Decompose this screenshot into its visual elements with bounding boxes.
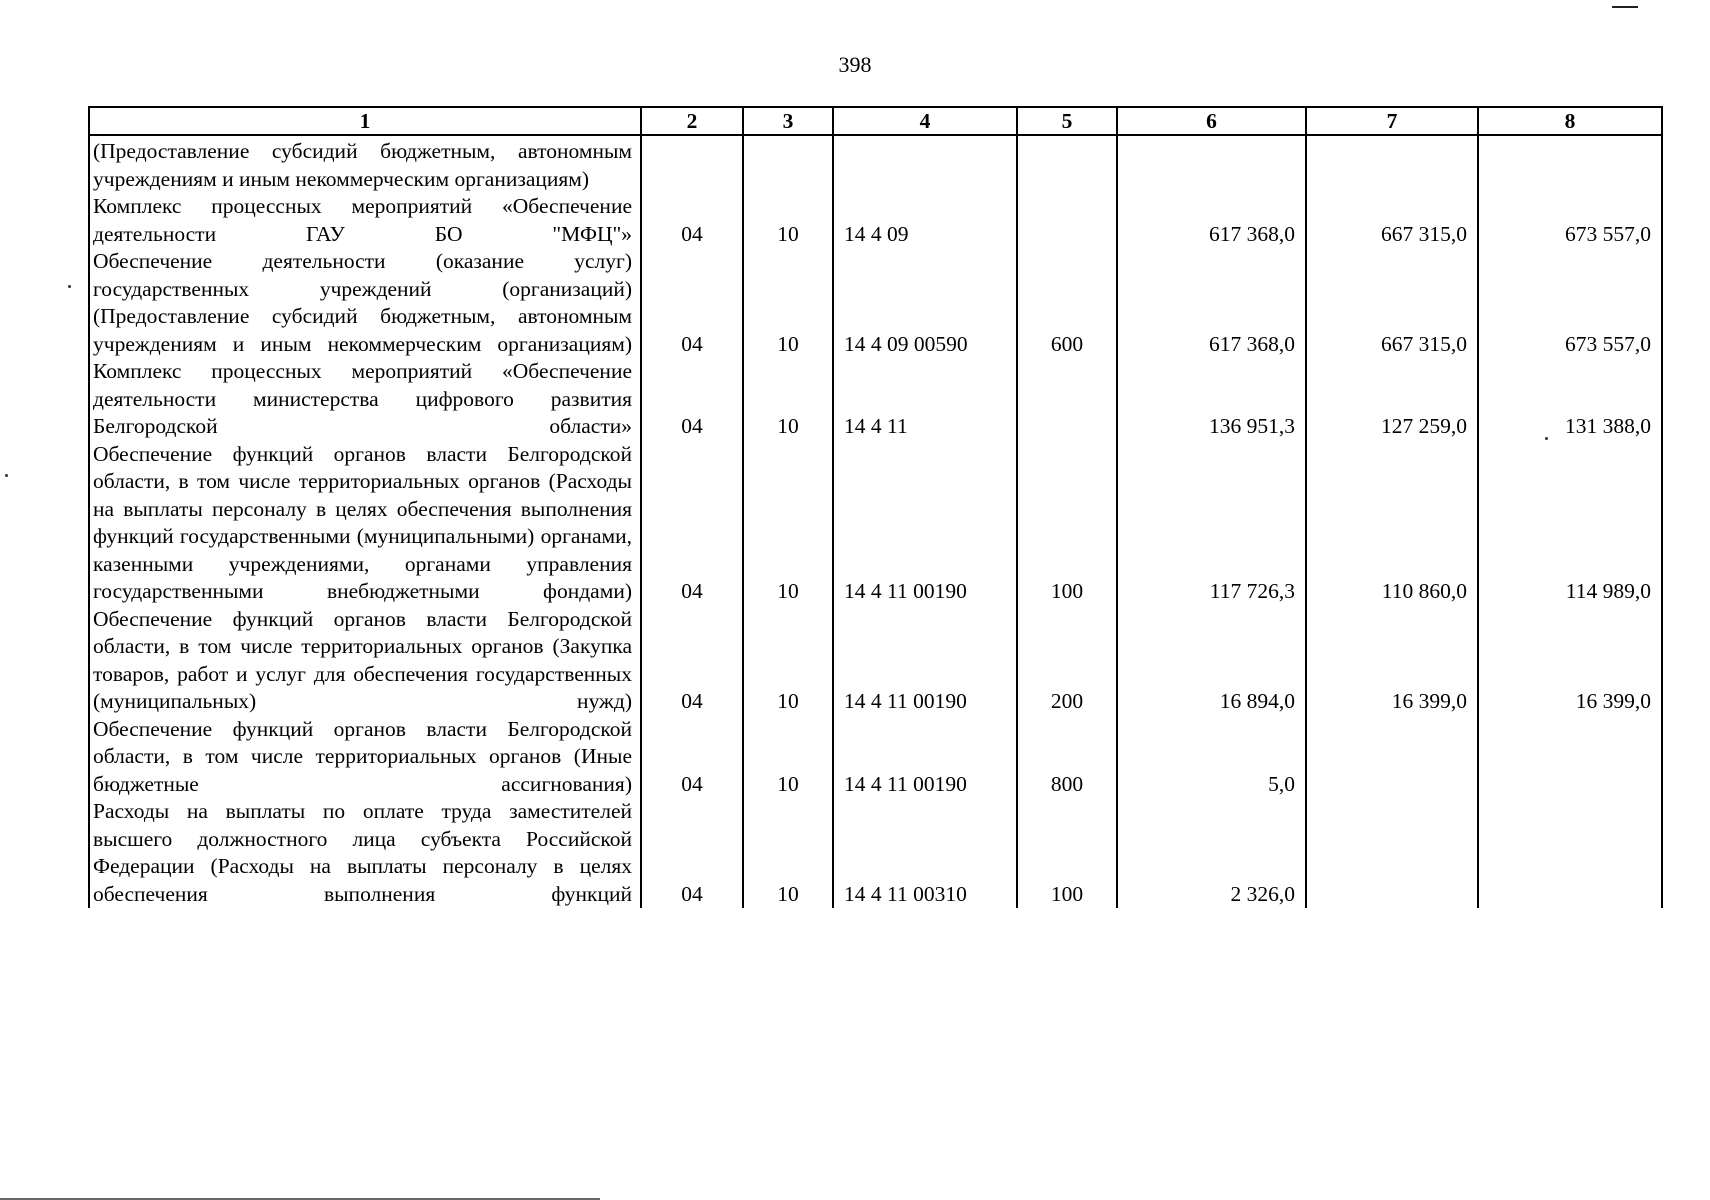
amount-col-7: 127 259,0 xyxy=(1306,358,1478,441)
table-row xyxy=(89,606,1662,716)
section-code: 04 xyxy=(641,606,743,716)
expense-type-code xyxy=(1017,135,1117,193)
expense-type-code: 800 xyxy=(1017,716,1117,799)
amount-col-7 xyxy=(1306,135,1478,193)
section-code: 04 xyxy=(641,358,743,441)
amount-col-6 xyxy=(1117,135,1306,193)
column-header: 2 xyxy=(641,107,743,135)
amount-col-6: 16 894,0 xyxy=(1117,606,1306,716)
scan-speck xyxy=(5,474,8,477)
subsection-code: 10 xyxy=(743,798,833,908)
target-article-code: 14 4 11 xyxy=(833,358,1017,441)
amount-col-7: 667 315,0 xyxy=(1306,193,1478,248)
section-code xyxy=(641,135,743,193)
row-description: Обеспечение функций органов власти Белгородской области, в том числе территориальных органов (Иные бюджетные ассигнования) xyxy=(89,716,641,799)
subsection-code: 10 xyxy=(743,441,833,606)
table-row xyxy=(89,193,1662,248)
amount-col-8: 114 989,0 xyxy=(1478,441,1662,606)
table-body xyxy=(89,135,1662,908)
amount-col-8 xyxy=(1478,135,1662,193)
target-article-code: 14 4 11 00310 xyxy=(833,798,1017,908)
amount-col-8: 16 399,0 xyxy=(1478,606,1662,716)
amount-col-7 xyxy=(1306,716,1478,799)
amount-col-8 xyxy=(1478,716,1662,799)
target-article-code: 14 4 09 00590 xyxy=(833,248,1017,358)
target-article-code: 14 4 11 00190 xyxy=(833,716,1017,799)
scan-speck xyxy=(68,285,71,288)
table-row xyxy=(89,358,1662,441)
section-code: 04 xyxy=(641,248,743,358)
target-article-code xyxy=(833,135,1017,193)
amount-col-8: 673 557,0 xyxy=(1478,248,1662,358)
subsection-code: 10 xyxy=(743,716,833,799)
budget-table xyxy=(88,106,1663,908)
row-description: Обеспечение функций органов власти Белгородской области, в том числе территориальных органов (Закупка товаров, работ и услуг для обеспечения государственных (муниципальных) нужд) xyxy=(89,606,641,716)
amount-col-8 xyxy=(1478,798,1662,908)
amount-col-6: 617 368,0 xyxy=(1117,193,1306,248)
target-article-code: 14 4 11 00190 xyxy=(833,606,1017,716)
section-code: 04 xyxy=(641,716,743,799)
row-description: Комплекс процессных мероприятий «Обеспечение деятельности министерства цифрового развития Белгородской области» xyxy=(89,358,641,441)
column-header: 3 xyxy=(743,107,833,135)
expense-type-code: 100 xyxy=(1017,441,1117,606)
table-row xyxy=(89,798,1662,908)
amount-col-8: 131 388,0 xyxy=(1478,358,1662,441)
target-article-code: 14 4 09 xyxy=(833,193,1017,248)
section-code: 04 xyxy=(641,798,743,908)
table-row xyxy=(89,135,1662,193)
expense-type-code: 100 xyxy=(1017,798,1117,908)
amount-col-6: 117 726,3 xyxy=(1117,441,1306,606)
expense-type-code: 600 xyxy=(1017,248,1117,358)
column-header: 1 xyxy=(89,107,641,135)
amount-col-6: 2 326,0 xyxy=(1117,798,1306,908)
amount-col-7: 110 860,0 xyxy=(1306,441,1478,606)
row-description: (Предоставление субсидий бюджетным, автономным учреждениям и иным некоммерческим организациям) xyxy=(89,135,641,193)
amount-col-6: 5,0 xyxy=(1117,716,1306,799)
column-header: 7 xyxy=(1306,107,1478,135)
subsection-code: 10 xyxy=(743,358,833,441)
section-code: 04 xyxy=(641,193,743,248)
table-row xyxy=(89,441,1662,606)
column-header: 5 xyxy=(1017,107,1117,135)
expense-type-code xyxy=(1017,193,1117,248)
row-description: Обеспечение функций органов власти Белгородской области, в том числе территориальных органов (Расходы на выплаты персоналу в целях обеспечения выполнения функций государственными (муниципальными) органами, казенными учреждениями, органами управления государственными внебюджетными фондами) xyxy=(89,441,641,606)
amount-col-6: 617 368,0 xyxy=(1117,248,1306,358)
amount-col-7 xyxy=(1306,798,1478,908)
table-row xyxy=(89,716,1662,799)
row-description: Обеспечение деятельности (оказание услуг) государственных учреждений (организаций) (Предоставление субсидий бюджетным, автономным учреждениям и иным некоммерческим организациям) xyxy=(89,248,641,358)
page-number: 398 xyxy=(838,52,872,77)
expense-type-code: 200 xyxy=(1017,606,1117,716)
subsection-code: 10 xyxy=(743,248,833,358)
row-description: Комплекс процессных мероприятий «Обеспечение деятельности ГАУ БО "МФЦ"» xyxy=(89,193,641,248)
amount-col-6: 136 951,3 xyxy=(1117,358,1306,441)
amount-col-8: 673 557,0 xyxy=(1478,193,1662,248)
scan-edge-mark xyxy=(1612,6,1638,8)
subsection-code: 10 xyxy=(743,193,833,248)
expense-type-code xyxy=(1017,358,1117,441)
subsection-code xyxy=(743,135,833,193)
section-code: 04 xyxy=(641,441,743,606)
table-row xyxy=(89,248,1662,358)
row-description: Расходы на выплаты по оплате труда заместителей высшего должностного лица субъекта Российской Федерации (Расходы на выплаты персоналу в целях обеспечения выполнения функций xyxy=(89,798,641,908)
column-number-row xyxy=(89,107,1662,135)
column-header: 6 xyxy=(1117,107,1306,135)
amount-col-7: 16 399,0 xyxy=(1306,606,1478,716)
target-article-code: 14 4 11 00190 xyxy=(833,441,1017,606)
amount-col-7: 667 315,0 xyxy=(1306,248,1478,358)
subsection-code: 10 xyxy=(743,606,833,716)
column-header: 4 xyxy=(833,107,1017,135)
column-header: 8 xyxy=(1478,107,1662,135)
